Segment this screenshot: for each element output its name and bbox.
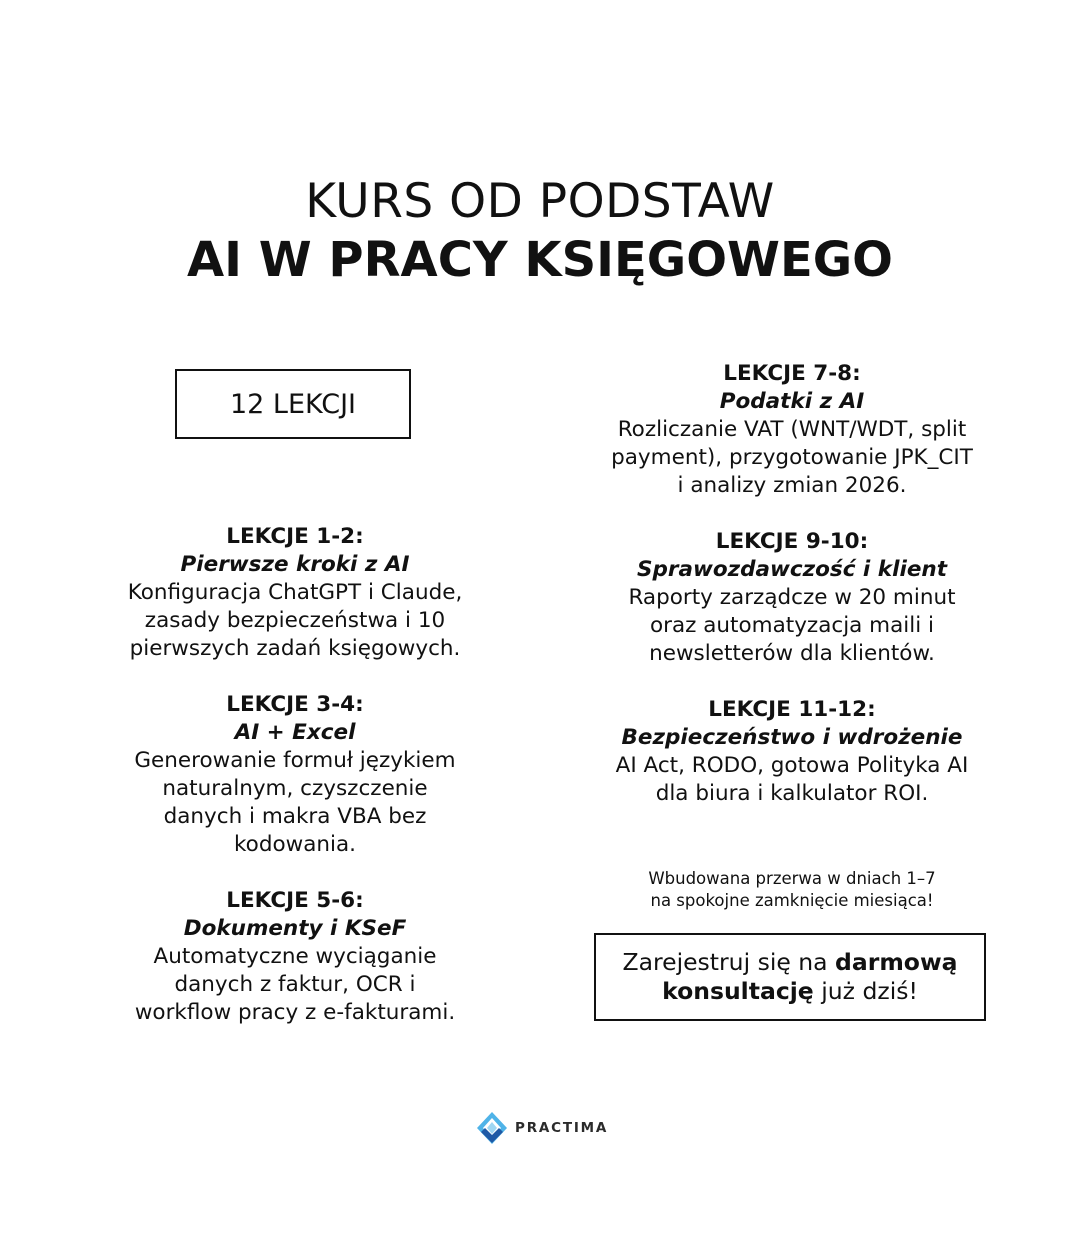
- lesson-topic: Podatki z AI: [719, 389, 865, 414]
- lesson-topic: Bezpieczeństwo i wdrożenie: [621, 725, 963, 750]
- page-title-line2: AI W PRACY KSIĘGOWEGO: [187, 232, 893, 288]
- lesson-topic: Dokumenty i KSeF: [183, 916, 407, 941]
- lesson-description-line: Generowanie formuł językiem: [134, 748, 456, 773]
- lesson-description-line: danych i makra VBA bez: [163, 804, 427, 829]
- lesson-description-line: Raporty zarządcze w 20 minut: [628, 585, 956, 610]
- lesson-description-line: naturalnym, czyszczenie: [162, 776, 428, 801]
- lesson-description-line: Konfiguracja ChatGPT i Claude,: [127, 580, 463, 605]
- lesson-block-11-12: [582, 696, 1002, 808]
- lesson-description-line: dla biura i kalkulator ROI.: [655, 781, 929, 806]
- lesson-description-line: oraz automatyzacja maili i: [649, 613, 935, 638]
- lesson-description-line: zasady bezpieczeństwa i 10: [144, 608, 446, 633]
- cta-text-part: już dziś!: [813, 977, 918, 1005]
- practima-logo-icon: [476, 1111, 508, 1145]
- lesson-heading: LEKCJE 3-4:: [226, 692, 364, 717]
- lesson-block-7-8: [582, 360, 1002, 500]
- lesson-description-line: payment), przygotowanie JPK_CIT: [611, 445, 973, 470]
- break-note: [582, 868, 1002, 912]
- lesson-description-line: danych z faktur, OCR i: [174, 972, 416, 997]
- break-note-line: na spokojne zamknięcie miesiąca!: [650, 891, 934, 910]
- lesson-heading: LEKCJE 7-8:: [723, 361, 861, 386]
- cta-text-bold: darmową: [835, 948, 958, 976]
- lesson-heading: LEKCJE 1-2:: [226, 524, 364, 549]
- lesson-description-line: workflow pracy z e-fakturami.: [134, 1000, 456, 1025]
- lesson-heading: LEKCJE 9-10:: [715, 529, 869, 554]
- lesson-description-line: kodowania.: [233, 832, 356, 857]
- lesson-topic: AI + Excel: [234, 720, 356, 745]
- lesson-description-line: Rozliczanie VAT (WNT/WDT, split: [617, 417, 967, 442]
- free-consultation-cta[interactable]: [594, 933, 986, 1021]
- break-note-line: Wbudowana przerwa w dniach 1–7: [648, 869, 936, 888]
- lesson-block-5-6: [100, 887, 490, 1027]
- lesson-description-line: pierwszych zadań księgowych.: [129, 636, 461, 661]
- lesson-description-line: i analizy zmian 2026.: [677, 473, 907, 498]
- brand-name: PRACTIMA: [515, 1120, 609, 1136]
- lesson-topic: Sprawozdawczość i klient: [636, 557, 947, 582]
- lesson-heading: LEKCJE 11-12:: [708, 697, 876, 722]
- cta-text-part: Zarejestruj się na: [622, 948, 836, 976]
- cta-text-bold: konsultację: [662, 977, 814, 1005]
- lesson-heading: LEKCJE 5-6:: [226, 888, 364, 913]
- page-title-line1: KURS OD PODSTAW: [305, 174, 775, 229]
- lesson-description-line: AI Act, RODO, gotowa Polityka AI: [615, 753, 969, 778]
- lesson-block-3-4: [100, 691, 490, 859]
- practima-logo: [476, 1111, 608, 1145]
- lesson-description-line: Automatyczne wyciąganie: [153, 944, 437, 969]
- lesson-description-line: newsletterów dla klientów.: [649, 641, 935, 666]
- lesson-block-9-10: [582, 528, 1002, 668]
- lesson-topic: Pierwsze kroki z AI: [180, 552, 410, 577]
- lessons-count-badge: 12 LEKCJI: [175, 369, 411, 439]
- cta-text: [622, 948, 957, 1006]
- lesson-block-1-2: [100, 523, 490, 663]
